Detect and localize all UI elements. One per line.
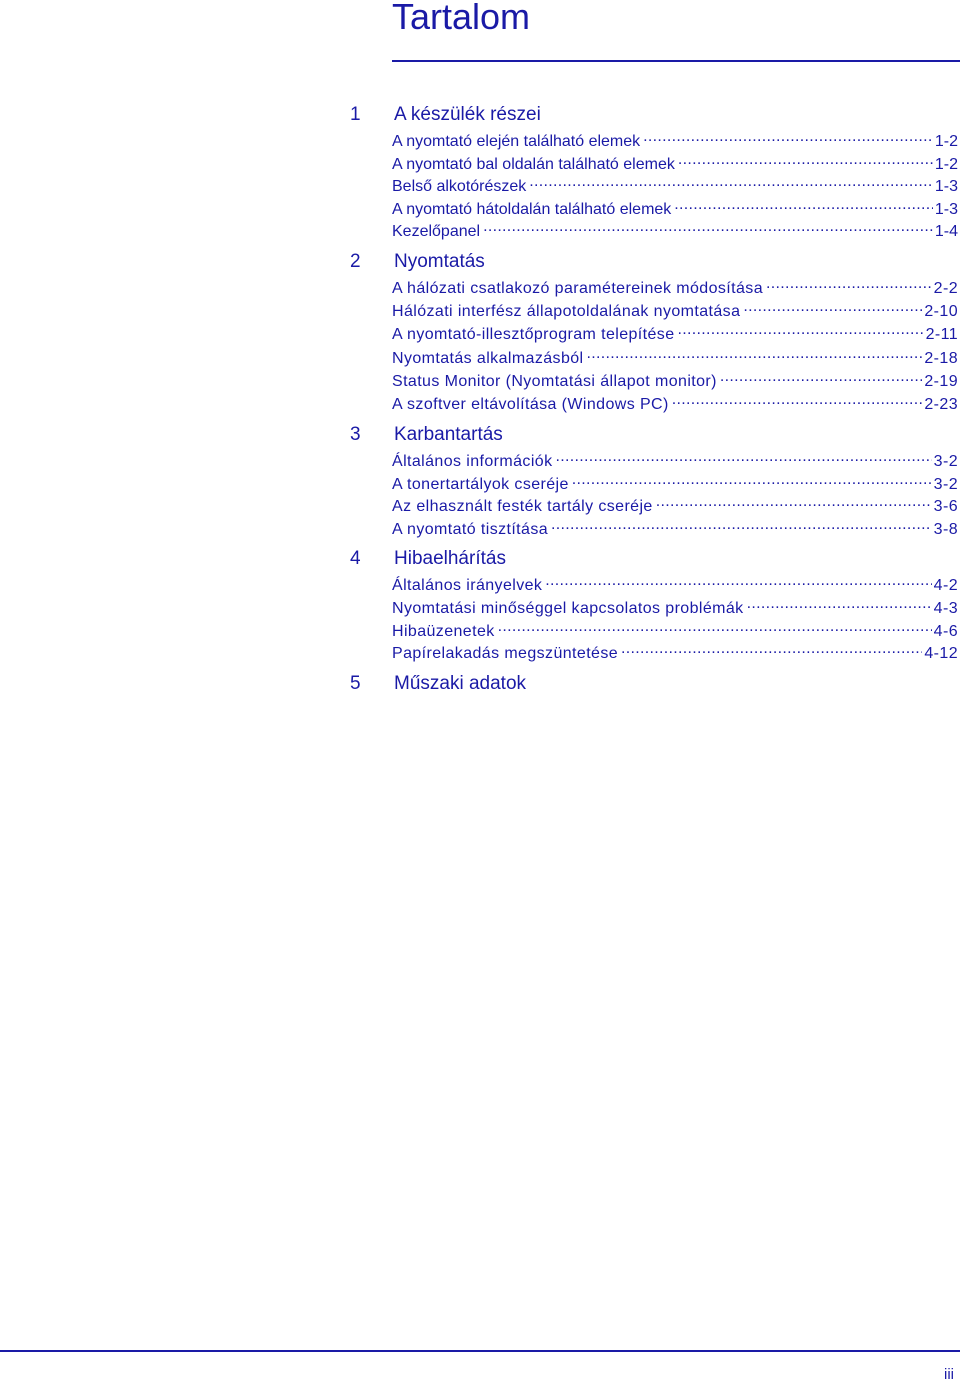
footer-divider (0, 1350, 960, 1352)
chapter-heading[interactable] (348, 673, 958, 699)
toc-entry[interactable] (392, 370, 958, 393)
entry-title: Status Monitor (Nyomtatási állapot monitor) (392, 372, 717, 390)
entry-page: 2-10 (924, 303, 958, 321)
dot-leader (483, 220, 933, 236)
entry-title: A nyomtató elején található elemek (392, 133, 641, 150)
dot-leader (621, 642, 922, 658)
entry-page: 4-12 (924, 645, 958, 663)
entry-page: 2-11 (925, 326, 958, 344)
entry-page: 1-2 (934, 133, 958, 150)
toc-chapter-1 (348, 104, 958, 243)
entry-title: Nyomtatás alkalmazásból (392, 349, 584, 367)
chapter-heading[interactable] (348, 251, 958, 277)
toc-chapter-5 (348, 673, 958, 699)
toc-entry[interactable] (392, 277, 958, 300)
entry-title: Kezelőpanel (392, 223, 481, 241)
dot-leader (678, 153, 933, 169)
toc-chapter-4 (348, 548, 958, 664)
entry-page: 4-6 (933, 622, 958, 640)
toc-entry[interactable] (392, 473, 958, 496)
toc-entry[interactable] (392, 300, 958, 323)
entry-title: A nyomtató bal oldalán található elemek (392, 155, 675, 173)
entry-page: 1-4 (934, 223, 958, 241)
chapter-title: Hibaelhárítás (394, 548, 506, 570)
title-divider (392, 60, 960, 62)
table-of-contents (348, 104, 958, 707)
chapter-title: Műszaki adatok (394, 672, 527, 694)
toc-entry[interactable] (392, 597, 958, 620)
toc-entry[interactable] (392, 175, 958, 198)
toc-entry[interactable] (392, 153, 958, 176)
dot-leader (643, 130, 933, 146)
entry-page: 1-3 (934, 178, 958, 196)
toc-entry[interactable] (392, 574, 958, 597)
dot-leader (587, 347, 923, 363)
dot-leader (766, 277, 932, 293)
entry-title: Hálózati interfész állapotoldalának nyomtatása (392, 303, 741, 321)
entry-page: 4-3 (933, 600, 958, 618)
entry-title: Papírelakadás megszüntetése (392, 645, 619, 663)
entry-title: Belső alkotórészek (392, 178, 527, 196)
toc-entry[interactable] (392, 220, 958, 243)
page-number: iii (944, 1366, 954, 1383)
toc-entry[interactable] (392, 495, 958, 518)
chapter-number: 3 (350, 424, 361, 446)
entry-title: Nyomtatási minőséggel kapcsolatos problémák (392, 600, 744, 618)
entry-title: A nyomtató hátoldalán található elemek (392, 200, 672, 218)
dot-leader (551, 518, 932, 534)
dot-leader (720, 370, 923, 386)
entry-page: 3-8 (933, 520, 958, 538)
entry-page: 1-2 (934, 155, 958, 173)
toc-entry[interactable] (392, 620, 958, 643)
toc-entry[interactable] (392, 393, 958, 416)
toc-entry[interactable] (392, 518, 958, 541)
chapter-title: A készülék részei (394, 104, 541, 125)
entry-title: A nyomtató tisztítása (392, 520, 549, 538)
chapter-heading[interactable] (348, 548, 958, 574)
dot-leader (674, 198, 933, 214)
entry-page: 3-2 (933, 475, 958, 493)
chapter-number: 1 (350, 104, 361, 125)
dot-leader (672, 393, 923, 409)
toc-entry[interactable] (392, 130, 958, 153)
dot-leader (678, 323, 924, 339)
entry-page: 2-2 (933, 279, 958, 297)
toc-entry[interactable] (392, 347, 958, 370)
dot-leader (572, 473, 932, 489)
chapter-number: 5 (350, 672, 361, 694)
toc-chapter-3 (348, 424, 958, 540)
entry-page: 2-23 (924, 395, 958, 413)
entry-page: 2-19 (924, 372, 958, 390)
entry-page: 3-6 (933, 498, 958, 516)
entry-page: 3-2 (933, 453, 958, 471)
dot-leader (545, 574, 931, 590)
entry-title: Általános információk (392, 453, 553, 471)
chapter-heading[interactable] (348, 424, 958, 450)
entry-title: Hibaüzenetek (392, 622, 495, 640)
toc-entry[interactable] (392, 642, 958, 665)
dot-leader (743, 300, 922, 316)
chapter-title: Nyomtatás (394, 250, 485, 272)
chapter-number: 2 (350, 250, 361, 272)
dot-leader (498, 620, 932, 636)
dot-leader (529, 175, 933, 191)
entry-title: A tonertartályok cseréje (392, 475, 569, 493)
toc-entry[interactable] (392, 198, 958, 221)
entry-page: 1-3 (934, 200, 958, 218)
entry-title: Általános irányelvek (392, 577, 543, 595)
dot-leader (555, 450, 931, 466)
chapter-heading[interactable] (348, 104, 958, 130)
chapter-number: 4 (350, 548, 361, 570)
entry-title: A szoftver eltávolítása (Windows PC) (392, 395, 669, 413)
chapter-title: Karbantartás (394, 424, 503, 446)
entry-page: 4-2 (933, 577, 958, 595)
entry-page: 2-18 (924, 349, 958, 367)
toc-entry[interactable] (392, 323, 958, 346)
toc-entry[interactable] (392, 450, 958, 473)
entry-title: A nyomtató-illesztőprogram telepítése (392, 326, 675, 344)
entry-title: A hálózati csatlakozó paramétereinek módosítása (392, 279, 763, 297)
page-title: Tartalom (392, 0, 531, 37)
entry-title: Az elhasznált festék tartály cseréje (392, 498, 653, 516)
toc-chapter-2 (348, 251, 958, 416)
dot-leader (656, 495, 932, 511)
dot-leader (747, 597, 932, 613)
